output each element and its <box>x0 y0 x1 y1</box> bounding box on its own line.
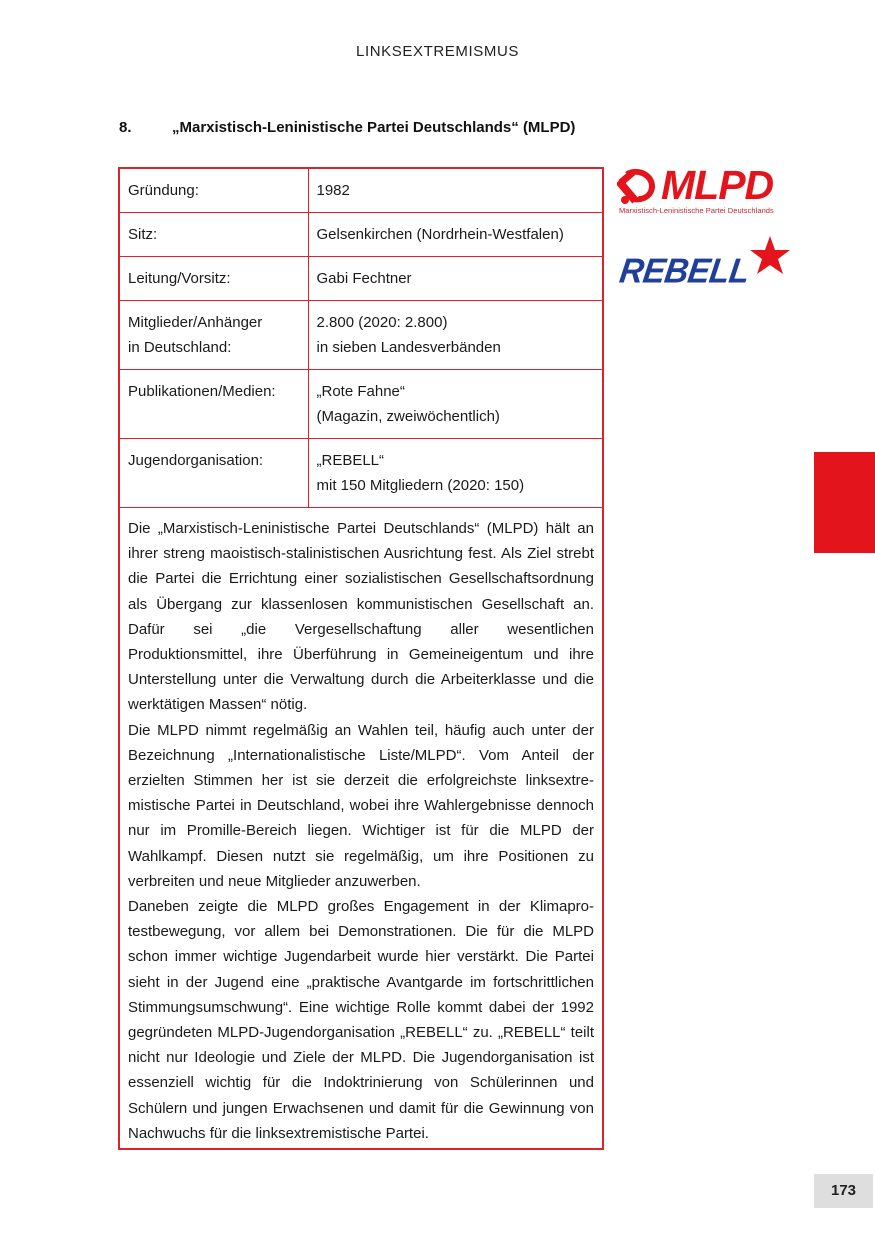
fact-row-seat <box>120 213 602 257</box>
fact-value: 2.800 (2020: 2.800) in sieben Landesverbänden <box>308 301 602 370</box>
fact-value: Gabi Fechtner <box>308 257 602 301</box>
fact-row-leadership <box>120 257 602 301</box>
section-heading <box>119 119 719 136</box>
hammer-sickle-icon <box>617 166 663 206</box>
paragraph: Die MLPD nimmt regelmäßig an Wahlen teil, häufig auch unter der Bezeichnung „Internationalistische Liste/MLPD“. Vom Anteil der erzielten Stimmen her ist sie derzeit die erfolgreichste linksextremistische Partei in Deutschland, wobei ihre Wahlergebnisse dennoch nur im Promille-Bereich liegen. Wichtiger ist für die MLPD der Wahlkampf. Diesen nutzt sie regelmäßig, um ihre Positionen zu verbreiten und neue Mitglieder anzuwerben. <box>128 721 594 890</box>
fact-label: Mitglieder/Anhänger in Deutschland: <box>120 301 308 370</box>
fact-box <box>118 167 604 1150</box>
fact-row-founding <box>120 169 602 213</box>
fact-row-publications <box>120 370 602 439</box>
rebell-wordmark: REBELL <box>617 251 752 290</box>
fact-label: Sitz: <box>120 213 308 257</box>
fact-label: Publikationen/Medien: <box>120 370 308 439</box>
running-header: LINKSEXTREMISMUS <box>356 43 519 60</box>
fact-row-youth <box>120 439 602 508</box>
mlpd-wordmark: MLPD <box>661 162 774 208</box>
section-number: 8. <box>119 119 132 136</box>
fact-label: Leitung/Vorsitz: <box>120 257 308 301</box>
fact-label: Gründung: <box>120 169 308 213</box>
star-icon <box>749 235 791 277</box>
fact-value: Gelsenkirchen (Nordrhein-Westfalen) <box>308 213 602 257</box>
paragraph: Die „Marxistisch-Leninistische Partei Deutschlands“ (MLPD) hält an ihrer streng maoistisch-stalinistischen Ausrichtung fest. Als Ziel strebt die Partei die Errichtung einer sozialistischen Gesellschaftsordnung als Übergang zur klassenlosen kommunistischen Gesellschaft an. Dafür sei „die Vergesellschaftung aller wesentlichen Produktionsmittel, ihre Überführung in Gemeineigentum und ihre Unterstellung unter die Verwaltung durch die Arbeiterklasse und die werktätigen Massen“ nötig. <box>128 520 594 714</box>
fact-label: Jugendorganisation: <box>120 439 308 508</box>
chapter-tab <box>814 452 875 553</box>
fact-value: 1982 <box>308 169 602 213</box>
fact-table <box>120 169 602 508</box>
fact-row-members <box>120 301 602 370</box>
paragraph: Daneben zeigte die MLPD großes Engagement in der Klimaprotestbewegung, vor allem bei Demonstrationen. Die für die MLPD schon immer wichtige Jugendarbeit wurde hier verstärkt. Die Partei sieht in der Jugend eine „praktische Avantgarde im fortschrittlichen Stimmungsumschwung“. Eine wichtige Rolle kommt dabei der 1992 gegründeten MLPD-Jugendorganisation „REBELL“ zu. „REBELL“ teilt nicht nur Ideologie und Ziele der MLPD. Die Jugendorganisation ist essenziell wichtig für die Indoktrinierung von Schülerinnen und Schülern und jungen Erwachsenen und damit für die Gewinnung von Nachwuchs für die linksextremistische Partei. <box>128 898 594 1142</box>
body-text <box>120 508 602 1146</box>
page-number: 173 <box>814 1174 873 1208</box>
fact-value: „Rote Fahne“ (Magazin, zweiwöchentlich) <box>308 370 602 439</box>
section-title: „Marxistisch-Leninistische Partei Deutschlands“ (MLPD) <box>172 119 576 136</box>
mlpd-subtitle: Marxistisch-Leninistische Partei Deutschlands <box>619 206 774 215</box>
rebell-logo <box>617 234 792 290</box>
fact-value: „REBELL“ mit 150 Mitgliedern (2020: 150) <box>308 439 602 508</box>
mlpd-logo <box>617 164 793 218</box>
